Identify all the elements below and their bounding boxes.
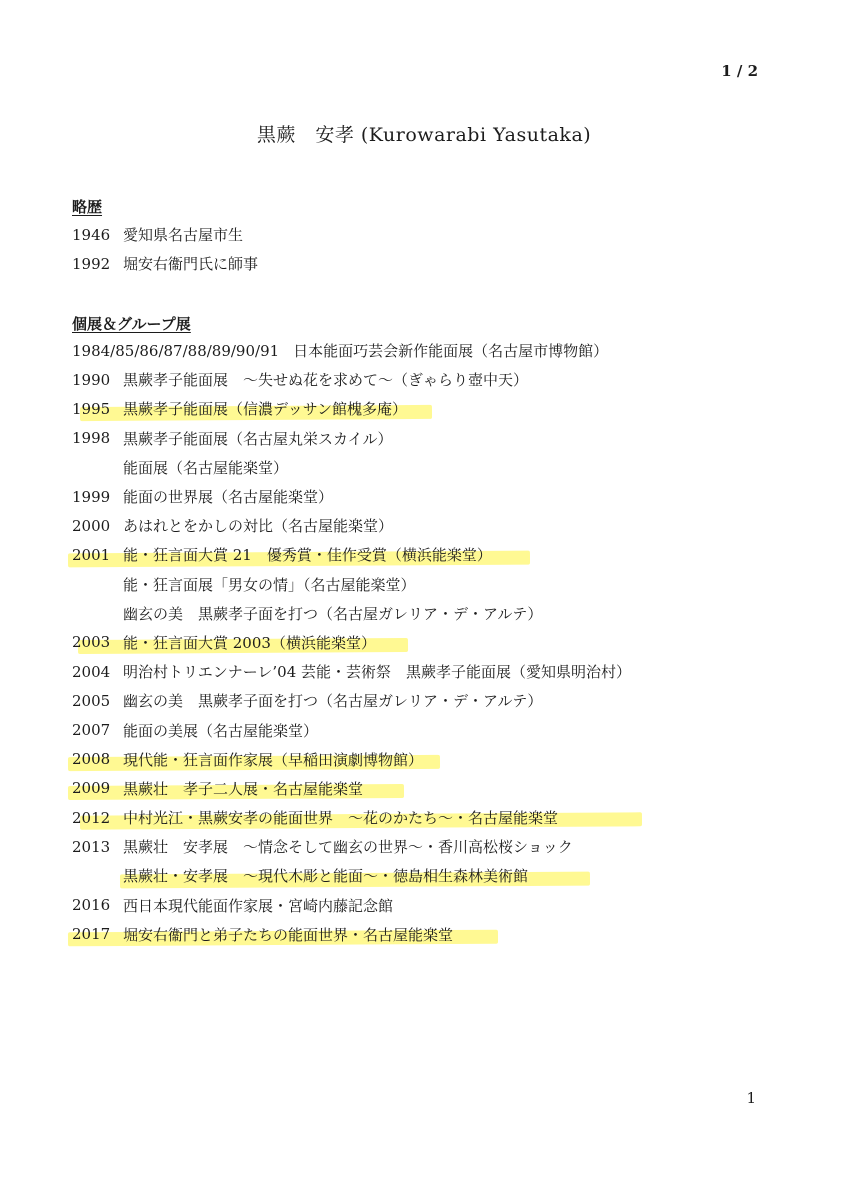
entry-year: 2000 xyxy=(72,516,111,535)
entry-text: 能面の世界展（名古屋能楽堂） xyxy=(123,488,334,507)
entry-year: 2001 xyxy=(72,545,111,564)
exhibition-entry-highlighted xyxy=(72,540,631,569)
exhibition-entry xyxy=(72,832,631,861)
entry-text: 幽玄の美 黒蕨孝子面を打つ（名古屋ガレリア・デ・アルテ） xyxy=(123,604,543,623)
exhibition-entry xyxy=(72,424,631,453)
exhibition-entry xyxy=(72,715,631,744)
entry-year: 2007 xyxy=(72,721,111,740)
exhibition-entry-highlighted xyxy=(72,803,631,832)
document-title: 黒蕨 安孝 (Kurowarabi Yasutaka) xyxy=(256,124,592,146)
exhibition-entry-highlighted xyxy=(72,920,631,949)
entry-text: 黒蕨孝子能面展 ～失せぬ花を求めて～（ぎゃらり壺中天） xyxy=(123,371,529,390)
exhibition-entry-highlighted xyxy=(72,861,631,890)
biography-heading: 略歴 xyxy=(72,198,103,216)
exhibition-entry xyxy=(72,891,631,920)
entry-year: 1992 xyxy=(72,254,111,273)
entry-text: 堀安右衞門と弟子たちの能面世界・名古屋能楽堂 xyxy=(123,925,454,944)
entry-year: 1998 xyxy=(72,429,111,448)
exhibition-entry xyxy=(72,482,631,511)
exhibition-entry xyxy=(72,365,631,394)
exhibition-entry xyxy=(72,511,631,540)
exhibitions-heading: 個展＆グループ展 xyxy=(72,315,191,333)
entry-year: 1995 xyxy=(72,399,111,418)
exhibition-entry xyxy=(72,657,631,686)
biography-entry xyxy=(72,220,258,249)
exhibition-entry-highlighted xyxy=(72,774,631,803)
entry-year: 1990 xyxy=(72,370,111,389)
entry-year: 1999 xyxy=(72,487,111,506)
entry-year: 2009 xyxy=(72,779,111,798)
entry-text: 能・狂言面大賞 2003（横浜能楽堂） xyxy=(123,633,376,652)
entry-year: 1984/85/86/87/88/89/90/91 xyxy=(72,341,280,360)
entry-text: 現代能・狂言面作家展（早稲田演劇博物館） xyxy=(123,750,424,769)
entry-year: 2005 xyxy=(72,691,111,710)
exhibition-entry xyxy=(72,453,631,482)
exhibition-entry-highlighted xyxy=(72,628,631,657)
entry-text: 明治村トリエンナーレ’04 芸能・芸術祭 黒蕨孝子能面展（愛知県明治村） xyxy=(123,663,632,682)
exhibition-entry xyxy=(72,336,631,365)
entry-text: 黒蕨壮 孝子二人展・名古屋能楽堂 xyxy=(123,779,364,798)
entry-year: 2003 xyxy=(72,633,111,652)
entry-text: 能面の美展（名古屋能楽堂） xyxy=(123,721,319,740)
exhibition-entry-highlighted xyxy=(72,745,631,774)
entry-text: 中村光江・黒蕨安孝の能面世界 ～花のかたち～・名古屋能楽堂 xyxy=(123,809,559,828)
entry-text: 黒蕨孝子能面展（信濃デッサン館槐多庵） xyxy=(123,400,407,419)
entry-text: 黒蕨孝子能面展（名古屋丸栄スカイル） xyxy=(123,429,393,448)
entry-text: 黒蕨壮・安孝展 ～現代木彫と能面～・徳島相生森林美術館 xyxy=(123,867,529,886)
entry-year: 2008 xyxy=(72,750,111,769)
entry-text: 能・狂言面展「男女の情」（名古屋能楽堂） xyxy=(123,575,416,594)
exhibition-entry xyxy=(72,570,631,599)
entry-text: 黒蕨壮 安孝展 ～情念そして幽玄の世界～・香川高松桜ショック xyxy=(123,838,573,857)
entry-year: 2004 xyxy=(72,662,111,681)
exhibition-entry xyxy=(72,599,631,628)
exhibition-entry-highlighted xyxy=(72,394,631,423)
entry-text: 能面展（名古屋能楽堂） xyxy=(123,458,289,477)
entry-year: 2017 xyxy=(72,925,111,944)
biography-entry xyxy=(72,249,258,278)
entry-text: あはれとをかしの対比（名古屋能楽堂） xyxy=(123,517,394,536)
page-number-bottom: 1 xyxy=(746,1089,756,1107)
entry-text: 堀安右衞門氏に師事 xyxy=(123,255,259,274)
exhibition-entry xyxy=(72,686,631,715)
entry-year: 2016 xyxy=(72,896,111,915)
exhibitions-list xyxy=(72,336,631,949)
entry-text: 日本能面巧芸会新作能面展（名古屋市博物館） xyxy=(293,342,609,361)
entry-year: 2012 xyxy=(72,808,111,827)
entry-year: 2013 xyxy=(72,837,111,856)
entry-text: 幽玄の美 黒蕨孝子面を打つ（名古屋ガレリア・デ・アルテ） xyxy=(123,692,543,711)
entry-text: 能・狂言面大賞 21 優秀賞・佳作受賞（横浜能楽堂） xyxy=(123,546,492,565)
entry-text: 西日本現代能面作家展・宮崎内藤記念館 xyxy=(123,896,394,915)
entry-year: 1946 xyxy=(72,225,111,244)
biography-list xyxy=(72,220,258,278)
entry-text: 愛知県名古屋市生 xyxy=(123,226,244,245)
page-number-top: 1 / 2 xyxy=(721,62,758,80)
